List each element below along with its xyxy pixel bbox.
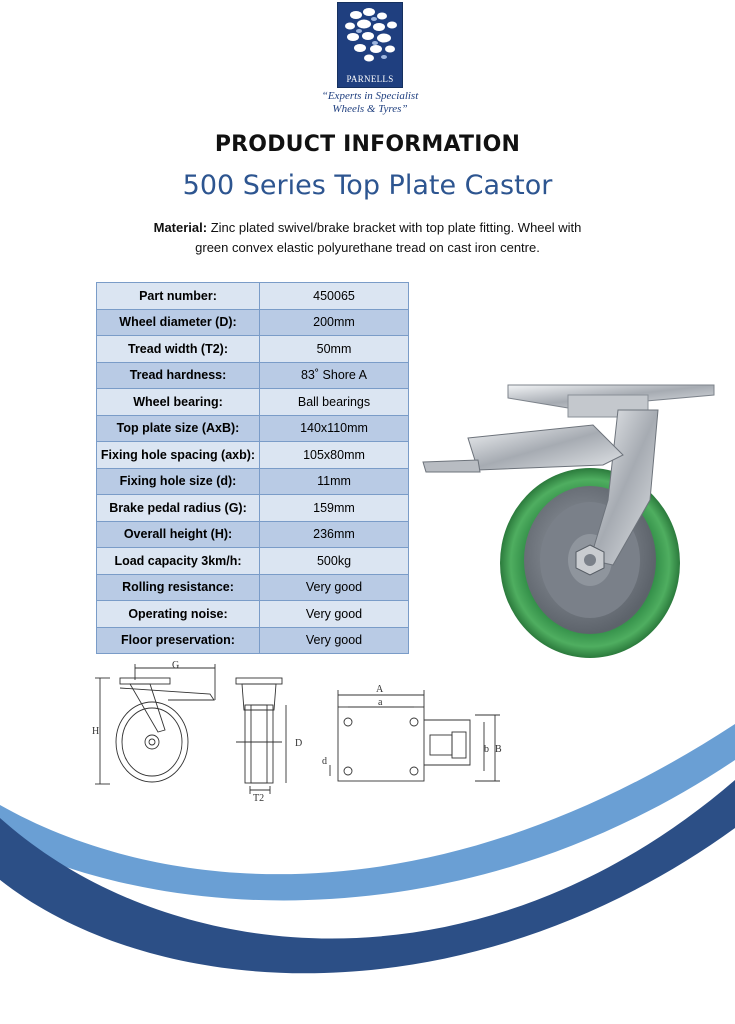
spec-value: 200mm <box>260 309 409 336</box>
spec-label: Tread width (T2): <box>97 336 260 363</box>
table-row <box>97 574 409 601</box>
spec-label: Wheel bearing: <box>97 389 260 416</box>
spec-value: 500kg <box>260 548 409 575</box>
table-row <box>97 309 409 336</box>
spec-label: Fixing hole size (d): <box>97 468 260 495</box>
spec-value: 11mm <box>260 468 409 495</box>
table-row <box>97 548 409 575</box>
spec-value: 83˚ Shore A <box>260 362 409 389</box>
spec-label: Load capacity 3km/h: <box>97 548 260 575</box>
spec-label: Rolling resistance: <box>97 574 260 601</box>
dim-label-t2: T2 <box>253 793 265 804</box>
logo-ellipses-icon <box>340 5 402 71</box>
material-description <box>140 218 595 258</box>
spec-value: 236mm <box>260 521 409 548</box>
spec-value: 50mm <box>260 336 409 363</box>
spec-table <box>96 282 409 654</box>
dim-label-b-upper: B <box>495 744 502 755</box>
section-heading: PRODUCT INFORMATION <box>214 132 521 157</box>
spec-label: Floor preservation: <box>97 627 260 654</box>
dim-label-a-lower: a <box>378 697 383 708</box>
spec-value: Very good <box>260 574 409 601</box>
table-row <box>97 442 409 469</box>
spec-value: 159mm <box>260 495 409 522</box>
spec-value: Ball bearings <box>260 389 409 416</box>
spec-value: Very good <box>260 601 409 628</box>
table-row <box>97 415 409 442</box>
company-logo <box>337 2 403 88</box>
table-row <box>97 336 409 363</box>
spec-value: Very good <box>260 627 409 654</box>
spec-label: Operating noise: <box>97 601 260 628</box>
table-row <box>97 468 409 495</box>
decorative-wave <box>0 700 735 1024</box>
castor-product-image <box>418 380 718 665</box>
table-row <box>97 495 409 522</box>
table-row <box>97 627 409 654</box>
spec-label: Fixing hole spacing (axb): <box>97 442 260 469</box>
tagline-line-2: Wheels & Tyres” <box>332 103 408 115</box>
tagline-line-1: “Experts in Specialist <box>321 90 419 102</box>
dim-label-b-lower: b <box>484 744 489 755</box>
table-row <box>97 521 409 548</box>
tagline <box>300 90 440 116</box>
page-title: 500 Series Top Plate Castor <box>182 170 553 201</box>
table-row <box>97 362 409 389</box>
dim-label-d-small: d <box>322 756 327 767</box>
material-label: Material: <box>153 220 208 235</box>
dim-label-g: G <box>172 660 180 671</box>
table-row <box>97 601 409 628</box>
spec-label: Tread hardness: <box>97 362 260 389</box>
spec-label: Wheel diameter (D): <box>97 309 260 336</box>
dim-label-h: H <box>92 726 100 737</box>
dim-label-d: D <box>295 738 303 749</box>
spec-value: 105x80mm <box>260 442 409 469</box>
spec-label: Overall height (H): <box>97 521 260 548</box>
material-text: Zinc plated swivel/brake bracket with top plate fitting. Wheel with green convex elastic polyurethane tread on cast iron centre. <box>195 220 582 255</box>
spec-value: 140x110mm <box>260 415 409 442</box>
logo-name: PARNELLS <box>346 74 394 84</box>
table-row <box>97 283 409 310</box>
dim-label-a-upper: A <box>376 684 384 695</box>
spec-label: Brake pedal radius (G): <box>97 495 260 522</box>
spec-value: 450065 <box>260 283 409 310</box>
spec-label: Part number: <box>97 283 260 310</box>
table-row <box>97 389 409 416</box>
spec-label: Top plate size (AxB): <box>97 415 260 442</box>
